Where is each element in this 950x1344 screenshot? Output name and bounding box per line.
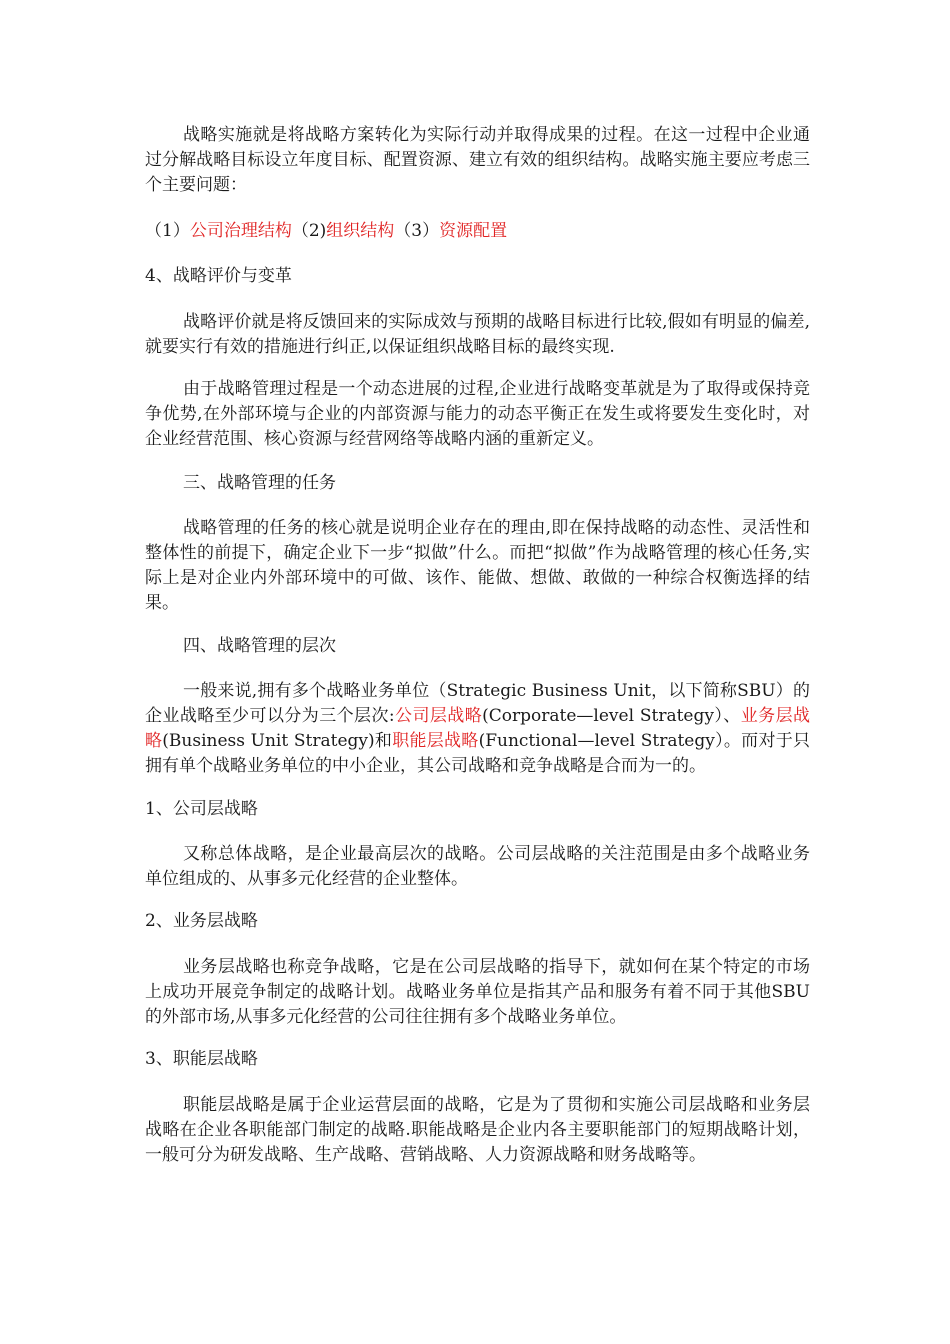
heading-corporate-strategy: 1、公司层战略 xyxy=(145,799,258,819)
paragraph-strategy-implementation: 战略实施就是将战略方案转化为实际行动并取得成果的过程。在这一过程中企业通过分解战略目标设立年度目标、配置资源、建立有效的组织结构。战略实施主要应考虑三个主要问题： xyxy=(145,125,810,195)
heading-management-levels: 四、战略管理的层次 xyxy=(183,636,336,656)
heading-business-strategy: 2、业务层战略 xyxy=(145,911,258,931)
issue-resource-allocation: 资源配置 xyxy=(439,221,508,241)
paragraph-corporate-strategy: 又称总体战略，是企业最高层次的战略。公司层战略的关注范围是由多个战略业务单位组成的、从事多元化经营的企业整体。 xyxy=(145,844,810,889)
levels-text-a: 一般来说,拥有多个战略业务单位（Strategic Business Unit，以下简称SBU）的企业战略至少可以分为三个层次: xyxy=(145,681,810,726)
issue-number-1: （1） xyxy=(145,221,190,241)
issue-organization-structure: 组织结构 xyxy=(326,221,395,241)
paragraph-management-tasks: 战略管理的任务的核心就是说明企业存在的理由,即在保持战略的动态性、灵活性和整体性的前提下，确定企业下一步“拟做”什么。而把“拟做”作为战略管理的核心任务,实际上是对企业内外部环境中的可做、该作、能做、想做、敢做的一种综合权衡选择的结果。 xyxy=(145,518,810,613)
paragraph-business-strategy: 业务层战略也称竞争战略，它是在公司层战略的指导下，就如何在某个特定的市场上成功开展竞争制定的战略计划。战略业务单位是指其产品和服务有着不同于其他SBU的外部市场,从事多元化经营的公司往往拥有多个战略业务单位。 xyxy=(145,957,810,1027)
paragraph-functional-strategy: 职能层战略是属于企业运营层面的战略，它是为了贯彻和实施公司层战略和业务层战略在企业各职能部门制定的战略.职能战略是企业内各主要职能部门的短期战略计划，一般可分为研发战略、生产战略、营销战略、人力资源战略和财务战略等。 xyxy=(145,1095,810,1165)
issue-corporate-governance: 公司治理结构 xyxy=(189,221,292,241)
levels-text-c: (Business Unit Strategy)和 xyxy=(162,731,393,751)
heading-functional-strategy: 3、职能层战略 xyxy=(145,1049,258,1069)
issue-number-3: （3） xyxy=(394,221,440,241)
levels-text-d: (Functional—level Strategy）。而对于只拥有单个战略业务单位的中小企业，其公司战略和竞争战略是合而为一的。 xyxy=(145,731,811,776)
paragraph-strategy-evaluation: 战略评价就是将反馈回来的实际成效与预期的战略目标进行比较,假如有明显的偏差,就要实行有效的措施进行纠正,以保证组织战略目标的最终实现. xyxy=(145,312,810,357)
issue-number-2: （2) xyxy=(291,221,327,241)
heading-management-tasks: 三、战略管理的任务 xyxy=(183,473,336,493)
levels-text-b: (Corporate—level Strategy）、 xyxy=(482,706,741,726)
term-functional-level: 职能层战略 xyxy=(392,731,479,751)
paragraph-strategy-change: 由于战略管理过程是一个动态进展的过程,企业进行战略变革就是为了取得或保持竞争优势,在外部环境与企业的内部资源与能力的动态平衡正在发生或将要发生变化时，对企业经营范围、核心资源与经营网络等战略内涵的重新定义。 xyxy=(145,379,810,449)
paragraph-management-levels xyxy=(145,679,810,779)
term-corporate-level: 公司层战略 xyxy=(394,706,483,726)
implementation-issues-line xyxy=(145,219,810,244)
term-business-level: 业务层战略 xyxy=(145,706,810,751)
heading-evaluation-change: 4、战略评价与变革 xyxy=(145,266,292,286)
